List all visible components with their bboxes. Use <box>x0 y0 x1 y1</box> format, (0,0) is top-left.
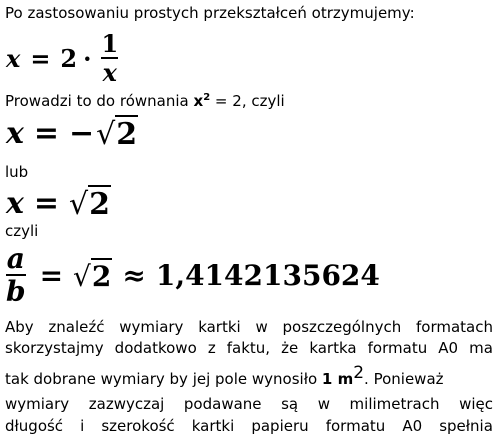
eq4-radical-sign: √ <box>73 259 91 293</box>
para-word: podawane <box>183 395 262 413</box>
para-word: w <box>317 395 330 413</box>
eq2-lhs: x <box>6 115 24 151</box>
eq2-radical-sign: √ <box>96 116 116 152</box>
para-word: i <box>80 417 85 435</box>
para-word: długość <box>5 417 64 435</box>
eq3-equals: = <box>33 185 60 221</box>
para-word: w <box>255 318 268 336</box>
para-word: kartki <box>191 417 235 435</box>
leads-eq-exp: 2 <box>203 92 211 103</box>
para-word: spełnia <box>439 417 493 435</box>
eq4-numerator: a <box>6 241 25 275</box>
eq1-fraction <box>101 28 119 87</box>
para-word: szerokość <box>101 417 175 435</box>
para-word: dodatkowo <box>114 339 197 357</box>
eq4-denominator: b <box>6 275 26 308</box>
para-word: ma <box>469 339 493 357</box>
lub-text: lub <box>5 163 29 181</box>
eq4-approx: ≈ <box>122 258 146 292</box>
eq1-numerator: 1 <box>101 28 119 58</box>
para-word: Aby <box>5 318 34 336</box>
eq2-minus: − <box>69 115 95 151</box>
para-line-1 <box>5 318 493 336</box>
para-word: poszczególnych <box>282 318 402 336</box>
para-word: zazwyczaj <box>88 395 165 413</box>
equation-4 <box>6 240 380 310</box>
eq2-sqrt <box>96 115 138 152</box>
eq3-sqrt <box>69 185 111 222</box>
para-word: milimetrach <box>349 395 440 413</box>
para-word: A0 <box>438 339 459 357</box>
equation-2 <box>6 112 138 154</box>
equation-1 <box>6 29 122 87</box>
eq1-coef: 2 <box>60 43 78 73</box>
para-line3-suffix: . Ponieważ <box>364 370 444 388</box>
para-word: formatu <box>367 339 428 357</box>
eq2-radicand: 2 <box>116 116 138 152</box>
para-line3-area: 1 m <box>321 370 354 388</box>
eq3-radical-sign: √ <box>69 186 89 222</box>
eq1-dot: · <box>83 43 92 73</box>
para-word: A0 <box>402 417 423 435</box>
para-word: skorzystajmy <box>5 339 104 357</box>
para-word: wymiary <box>119 318 184 336</box>
para-word: kartka <box>309 339 357 357</box>
para-word: są <box>281 395 299 413</box>
para-line-2 <box>5 339 493 357</box>
para-line-3 <box>5 363 444 388</box>
para-line3-exp: 2 <box>353 363 365 383</box>
eq4-value: 1,4142135624 <box>155 258 380 292</box>
eq4-equals: = <box>39 258 64 292</box>
eq4-fraction <box>6 241 26 308</box>
eq1-lhs: x <box>6 43 21 73</box>
para-word: formatu <box>325 417 386 435</box>
para-word: papieru <box>251 417 309 435</box>
para-line-5 <box>5 417 493 435</box>
para-word: wymiary <box>5 395 70 413</box>
para-word: faktu, <box>226 339 271 357</box>
para-word: formatach <box>416 318 493 336</box>
para-word: kartki <box>198 318 241 336</box>
para-line3-prefix: tak dobrane wymiary by jej pole wynosiło <box>5 370 322 388</box>
eq1-equals: = <box>30 43 51 73</box>
para-word: więc <box>459 395 493 413</box>
leads-eq-base: x <box>193 92 204 110</box>
eq4-radicand: 2 <box>91 259 112 293</box>
para-word: znaleźć <box>48 318 105 336</box>
para-word: że <box>281 339 299 357</box>
leads-prefix: Prowadzi to do równania <box>5 92 194 110</box>
leads-to-text <box>5 92 285 110</box>
para-word: z <box>207 339 216 357</box>
leads-eq-rest: = 2 <box>210 92 242 110</box>
eq1-denominator: x <box>102 58 117 87</box>
eq3-radicand: 2 <box>89 186 111 222</box>
eq3-lhs: x <box>6 185 24 221</box>
intro-text: Po zastosowaniu prostych przekształceń otrzymujemy: <box>5 4 415 22</box>
leads-suffix: , czyli <box>241 92 285 110</box>
para-line-4 <box>5 395 493 413</box>
equation-3 <box>6 182 111 224</box>
czyli-text: czyli <box>5 222 39 240</box>
eq4-sqrt <box>73 258 112 293</box>
eq2-equals: = <box>33 115 60 151</box>
